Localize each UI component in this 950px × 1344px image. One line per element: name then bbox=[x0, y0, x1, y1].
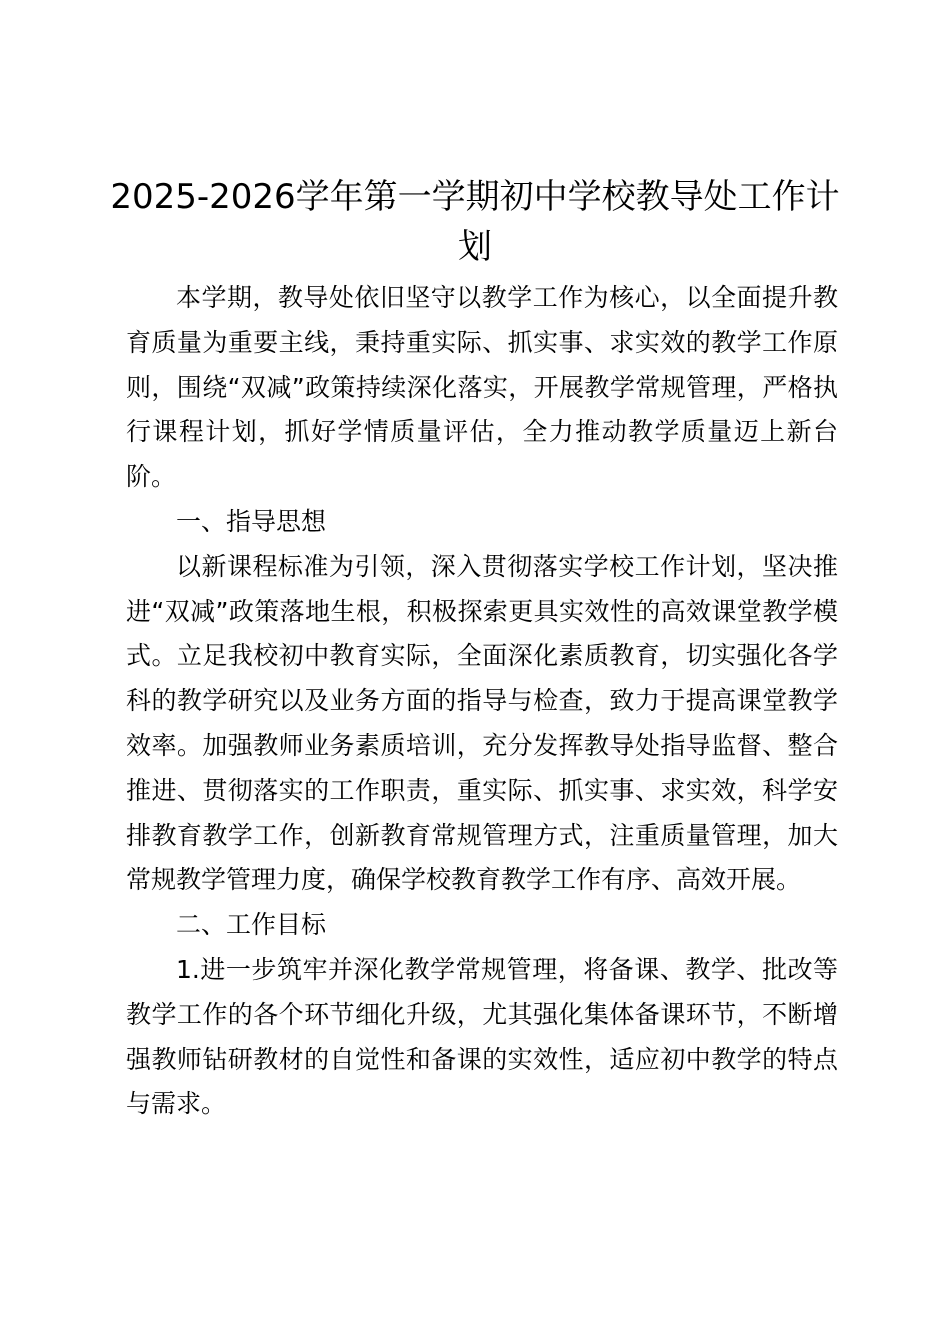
section-heading-work-goals: 二、工作目标 bbox=[176, 910, 327, 940]
document-body bbox=[126, 276, 838, 1127]
intro-paragraph: 本学期，教导处依旧坚守以教学工作为核心，以全面提升教育质量为重要主线，秉持重实际、抓实事、求实效的教学工作原则，围绕“双减”政策持续深化落实，开展教学常规管理，严格执行课程计划，抓好学情质量评估，全力推动教学质量迈上新台阶。 bbox=[126, 283, 838, 492]
section-heading-guiding-ideology: 一、指导思想 bbox=[176, 506, 327, 536]
document-title: 2025-2026学年第一学期初中学校教导处工作计划 bbox=[110, 177, 840, 267]
work-goal-item-1: 1.进一步筑牢并深化教学常规管理，将备课、教学、批改等教学工作的各个环节细化升级，尤其强化集体备课环节，不断增强教师钻研教材的自觉性和备课的实效性，适应初中教学的特点与需求。 bbox=[126, 954, 838, 1119]
guiding-ideology-paragraph: 以新课程标准为引领，深入贯彻落实学校工作计划，坚决推进“双减”政策落地生根，积极探索更具实效性的高效课堂教学模式。立足我校初中教育实际，全面深化素质教育，切实强化各学科的教学研究以及业务方面的指导与检查，致力于提高课堂教学效率。加强教师业务素质培训，充分发挥教导处指导监督、整合推进、贯彻落实的工作职责，重实际、抓实事、求实效，科学安排教育教学工作，创新教育常规管理方式，注重质量管理，加大常规教学管理力度，确保学校教育教学工作有序、高效开展。 bbox=[126, 551, 838, 895]
